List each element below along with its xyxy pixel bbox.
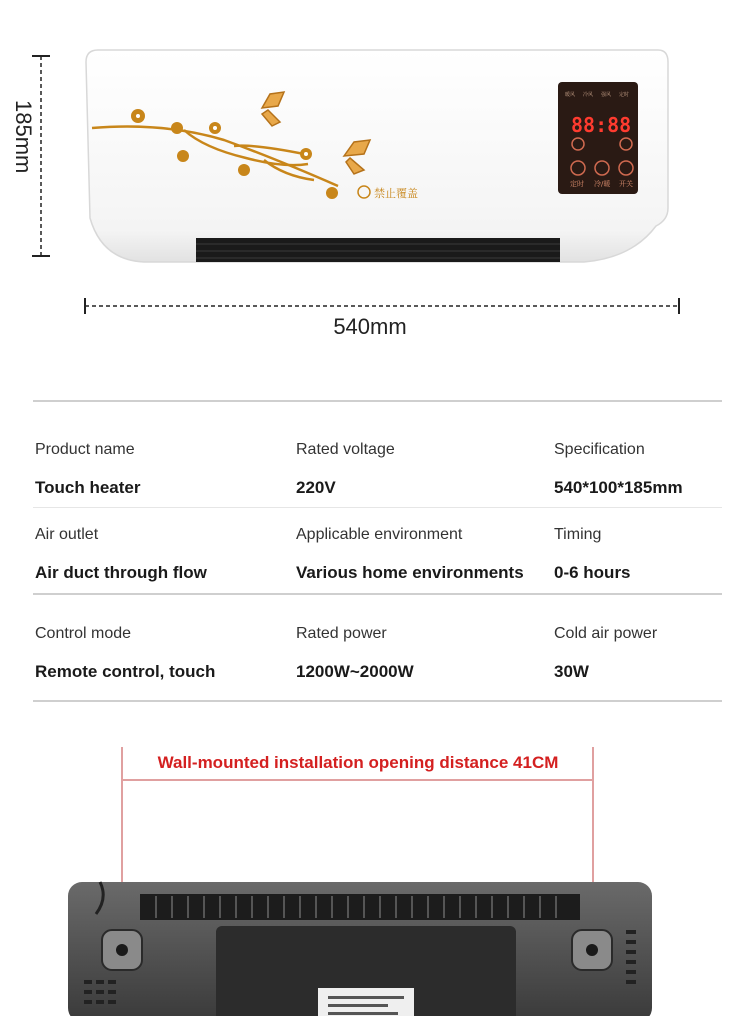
height-dimension-label: 185mm <box>11 100 36 174</box>
heater-back-image <box>60 870 660 1016</box>
spec-label: Timing <box>554 526 602 543</box>
spec-value: Touch heater <box>35 478 141 497</box>
spec-label: Rated voltage <box>296 441 395 458</box>
spec-value: Remote control, touch <box>35 662 216 681</box>
spec-value: 0-6 hours <box>554 563 631 582</box>
panel-label: 开关 <box>619 180 633 188</box>
width-dimension-label: 540mm <box>333 314 407 339</box>
panel-label: 强风 <box>601 92 612 98</box>
panel-label: 定时 <box>619 92 630 98</box>
width-dimension-line <box>84 296 680 316</box>
table-divider <box>33 400 722 402</box>
spec-value: 220V <box>296 478 336 497</box>
spec-value: 540*100*185mm <box>554 478 683 497</box>
table-divider <box>33 507 722 508</box>
spec-label: Product name <box>35 441 135 458</box>
spec-label: Control mode <box>35 625 132 642</box>
spec-label: Rated power <box>296 625 387 642</box>
table-divider <box>33 700 722 702</box>
table-divider <box>33 593 722 595</box>
spec-value: Air duct through flow <box>35 563 207 582</box>
mount-distance-label: Wall-mounted installation opening distance 41CM <box>157 753 559 772</box>
display-digits: 88:88 <box>571 113 632 137</box>
spec-label: Specification <box>554 441 645 458</box>
spec-value: Various home environments <box>296 563 524 582</box>
spec-label: Cold air power <box>554 625 658 642</box>
panel-label: 暖风 <box>565 92 576 98</box>
spec-value: 1200W~2000W <box>296 662 414 681</box>
spec-value: 30W <box>554 662 589 681</box>
sticker-text: 禁止覆盖 <box>374 187 418 200</box>
heater-front-image <box>84 48 670 266</box>
mount-distance-line <box>121 779 594 781</box>
panel-label: 冷/暖 <box>594 180 611 188</box>
spec-label: Applicable environment <box>296 526 463 543</box>
panel-label: 冷风 <box>583 92 594 98</box>
spec-label: Air outlet <box>35 526 99 543</box>
panel-label: 定时 <box>570 180 584 188</box>
